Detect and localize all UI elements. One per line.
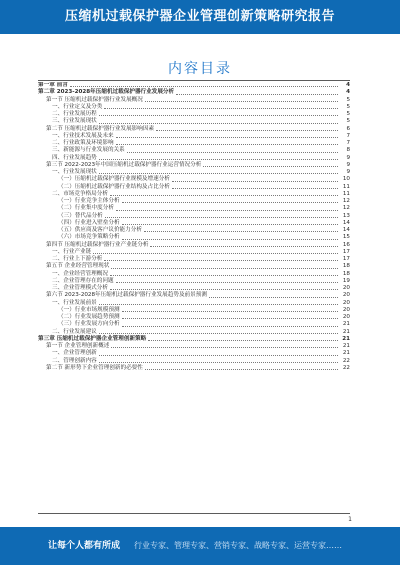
toc-leader-dots (116, 144, 338, 145)
toc-entry-page: 15 (342, 234, 350, 241)
toc-leader-dots (145, 101, 338, 102)
toc-entry-label: 一、企业经营管理概况 (52, 270, 108, 277)
toc-entry[interactable] (38, 307, 350, 314)
toc-leader-dots (111, 268, 338, 269)
toc-entry[interactable] (38, 97, 350, 104)
toc-entry-label: 二、企业管理存在的问题 (52, 277, 114, 284)
toc-entry-page: 20 (342, 306, 350, 313)
toc-entry-label: （三）替代品分析 (58, 212, 103, 219)
toc-leader-dots (99, 123, 338, 124)
toc-entry-label: 四、行业发展趋势 (52, 154, 97, 161)
toc-entry-label: 第二节 新形势下企业管理创新的必要性 (46, 364, 143, 371)
toc-entry-page: 21 (342, 343, 350, 349)
toc-entry-label: （一）行业市场规模预测 (58, 306, 120, 313)
toc-entry[interactable] (38, 321, 350, 328)
footer-experts-line: 行业专家、管理专家、营销专家、战略专家、运营专家…… (134, 541, 342, 550)
toc-entry-page: 22 (342, 357, 350, 364)
toc-leader-dots (111, 347, 338, 348)
toc-entry-page: 13 (342, 212, 350, 219)
toc-entry-label: 一、行业技术发展及未来 (52, 132, 114, 139)
toc-entry[interactable] (38, 104, 350, 111)
toc-entry[interactable] (38, 300, 350, 307)
toc-leader-dots (104, 108, 338, 109)
toc-leader-dots (122, 318, 338, 319)
toc-leader-dots (105, 217, 338, 218)
toc-entry-page: 21 (342, 328, 350, 335)
toc-entry-page: 16 (342, 241, 350, 248)
toc-entry-label: （六）市场竞争策略分析 (58, 234, 120, 241)
toc-bottom-rule (38, 513, 350, 514)
toc-entry[interactable] (38, 126, 350, 133)
toc-entry-page: 4 (346, 89, 350, 96)
toc-entry[interactable] (38, 213, 350, 220)
toc-entry-page: 18 (342, 263, 350, 270)
toc-leader-dots (127, 152, 338, 153)
footer-slogan: 让每个人都有所成 (48, 541, 121, 551)
toc-entry-label: 二、市场竞争格局分析 (52, 190, 108, 197)
toc-entry-page: 5 (346, 118, 350, 125)
toc-entry-page: 9 (346, 154, 350, 161)
toc-leader-dots (116, 282, 338, 283)
toc-entry-label: 第一节 企业管理创新概述 (46, 343, 110, 349)
toc-leader-dots (148, 340, 338, 341)
toc-entry-label: 第二节 压缩机过载保护器行业发展影响因素 (46, 125, 155, 132)
toc-entry-label: 二、行业发展历程 (52, 111, 97, 117)
toc-entry-label: 二、行业发展建议 (52, 328, 97, 335)
toc-entry-page: 5 (346, 96, 350, 103)
toc-entry-page: 21 (342, 321, 350, 328)
toc-entry-page: 22 (342, 364, 350, 371)
toc-entry-label: 一、行业发展前景 (52, 299, 97, 306)
toc-entry-label: 三、新能源与行业发展的关系 (52, 147, 125, 154)
toc-leader-dots (116, 137, 338, 138)
toc-entry-page: 10 (342, 176, 350, 183)
toc-leader-dots (156, 130, 338, 131)
toc-leader-dots (209, 297, 338, 298)
toc-leader-dots (70, 86, 338, 87)
toc-entry-page: 6 (346, 125, 350, 132)
toc-entry-page: 20 (342, 299, 350, 306)
toc-leader-dots (172, 181, 338, 182)
toc-entry-label: 一、企业管理创新 (52, 350, 97, 357)
toc-leader-dots (172, 188, 338, 189)
toc-entry-page: 14 (342, 219, 350, 226)
toc-leader-dots (104, 260, 338, 261)
toc-entry[interactable] (38, 184, 350, 191)
toc-entry-page: 18 (342, 270, 350, 277)
toc-entry-page: 9 (346, 161, 350, 168)
toc-entry-label: 一、行业产业链 (52, 248, 92, 255)
toc-leader-dots (122, 311, 338, 312)
toc-leader-dots (110, 275, 338, 276)
toc-leader-dots (122, 202, 338, 203)
toc-entry-label: （四）行业进入壁垒分析 (58, 219, 120, 226)
toc-entry-page: 21 (342, 350, 350, 357)
toc-entry-label: 第三节 2022-2023年中国压缩机过载保护器行业运营情况分析 (46, 161, 202, 168)
toc-entry[interactable] (38, 365, 350, 372)
toc-entry-label: （一）行业竞争主体分析 (58, 198, 120, 204)
toc-entry[interactable] (38, 176, 350, 183)
toc-leader-dots (110, 289, 338, 290)
toc-entry[interactable] (38, 350, 350, 357)
toc-entry[interactable] (38, 220, 350, 227)
toc-entry[interactable] (38, 263, 350, 270)
table-of-contents (38, 82, 350, 512)
report-header-banner (0, 0, 400, 34)
toc-entry-label: 一、行业发展现状 (52, 169, 97, 175)
toc-entry-label: 第四节 压缩机过载保护器行业产业链分析 (46, 241, 149, 248)
toc-entry-page: 5 (346, 103, 350, 110)
toc-entry-page: 11 (342, 190, 350, 197)
toc-entry-page: 4 (346, 82, 350, 88)
toc-entry-page: 20 (342, 314, 350, 320)
toc-entry-page: 17 (342, 256, 350, 262)
toc-leader-dots (150, 246, 338, 247)
toc-entry-label: 二、行业上下游分析 (52, 256, 103, 262)
toc-entry[interactable] (38, 162, 350, 169)
toc-entry-page: 8 (346, 147, 350, 154)
toc-leader-dots (203, 166, 338, 167)
page-number: 1 (348, 516, 352, 523)
toc-entry-page: 17 (342, 248, 350, 255)
toc-entry-label: 二、管理创新内容 (52, 357, 97, 364)
toc-entry-label: 一、行业定义及分类 (52, 103, 103, 110)
toc-leader-dots (99, 173, 338, 174)
toc-entry-page: 5 (346, 111, 350, 117)
toc-leader-dots (93, 253, 338, 254)
toc-leader-dots (145, 369, 338, 370)
toc-leader-dots (116, 210, 338, 211)
toc-entry-page: 7 (346, 140, 350, 146)
toc-leader-dots (99, 333, 338, 334)
toc-entry[interactable] (38, 278, 350, 285)
toc-entry[interactable] (38, 358, 350, 365)
toc-entry[interactable] (38, 329, 350, 336)
toc-leader-dots (176, 94, 338, 95)
toc-entry-label: 第二章 2023-2028年压缩机过载保护器行业发展分析 (38, 89, 175, 96)
toc-entry-page: 7 (346, 132, 350, 139)
toc-entry-label: 第一节 压缩机过载保护器行业发展概况 (46, 96, 143, 103)
toc-entry-label: （二）行业集中度分析 (58, 205, 114, 212)
toc-entry[interactable] (38, 155, 350, 162)
toc-entry[interactable] (38, 205, 350, 212)
toc-entry[interactable] (38, 242, 350, 249)
toc-entry-page: 20 (342, 292, 350, 299)
toc-leader-dots (122, 239, 338, 240)
toc-leader-dots (99, 362, 338, 363)
toc-leader-dots (99, 355, 338, 356)
toc-entry-label: 三、行业发展现状 (52, 118, 97, 125)
toc-entry[interactable] (38, 292, 350, 299)
toc-entry[interactable] (38, 147, 350, 154)
toc-entry[interactable] (38, 191, 350, 198)
footer-banner (0, 527, 400, 565)
toc-entry-page: 20 (342, 285, 350, 291)
toc-entry[interactable] (38, 234, 350, 241)
toc-entry-label: 二、行业政策及环境影响 (52, 140, 114, 146)
toc-leader-dots (144, 231, 338, 232)
toc-leader-dots (99, 115, 338, 116)
toc-entry-page: 12 (342, 205, 350, 212)
toc-leader-dots (122, 224, 338, 225)
toc-entry-label: （二）行业发展趋势预测 (58, 314, 120, 320)
toc-entry-page: 11 (342, 183, 350, 190)
toc-leader-dots (122, 326, 338, 327)
toc-entry[interactable] (38, 118, 350, 125)
toc-entry[interactable] (38, 133, 350, 140)
toc-leader-dots (110, 195, 338, 196)
toc-entry-label: 第六节 2023-2028年压缩机过载保护器行业发展趋势及前景预测 (46, 292, 207, 299)
toc-entry-label: 第五节 企业经营管理现状 (46, 263, 110, 270)
toc-entry-page: 21 (342, 335, 350, 342)
toc-entry-label: 三、企业管理模式分析 (52, 285, 108, 291)
toc-entry[interactable] (38, 271, 350, 278)
toc-entry[interactable] (38, 336, 350, 343)
toc-leader-dots (99, 159, 338, 160)
toc-entry[interactable] (38, 249, 350, 256)
toc-entry-label: （三）行业发展方向分析 (58, 321, 120, 328)
toc-entry-page: 12 (342, 198, 350, 204)
toc-leader-dots (99, 304, 338, 305)
toc-entry-label: （二）压缩机过载保护器行业结构及占比分析 (58, 183, 170, 190)
toc-entry[interactable] (38, 89, 350, 96)
report-title: 压缩机过载保护器企业管理创新策略研究报告 (64, 9, 335, 24)
toc-entry-label: 第一章 前言 (38, 82, 68, 88)
toc-heading: 内容目录 (168, 61, 232, 77)
toc-entry-page: 19 (342, 277, 350, 284)
toc-entry-label: 第三章 压缩机过载保护器企业管理创新策略 (38, 335, 147, 342)
toc-entry-page: 14 (342, 227, 350, 233)
toc-top-rule (38, 80, 350, 81)
toc-entry-label: （五）供应商及客户议价能力分析 (58, 227, 142, 233)
toc-entry-page: 9 (346, 169, 350, 175)
toc-entry-label: （一）压缩机过载保护器行业规模及增速分析 (58, 176, 170, 183)
